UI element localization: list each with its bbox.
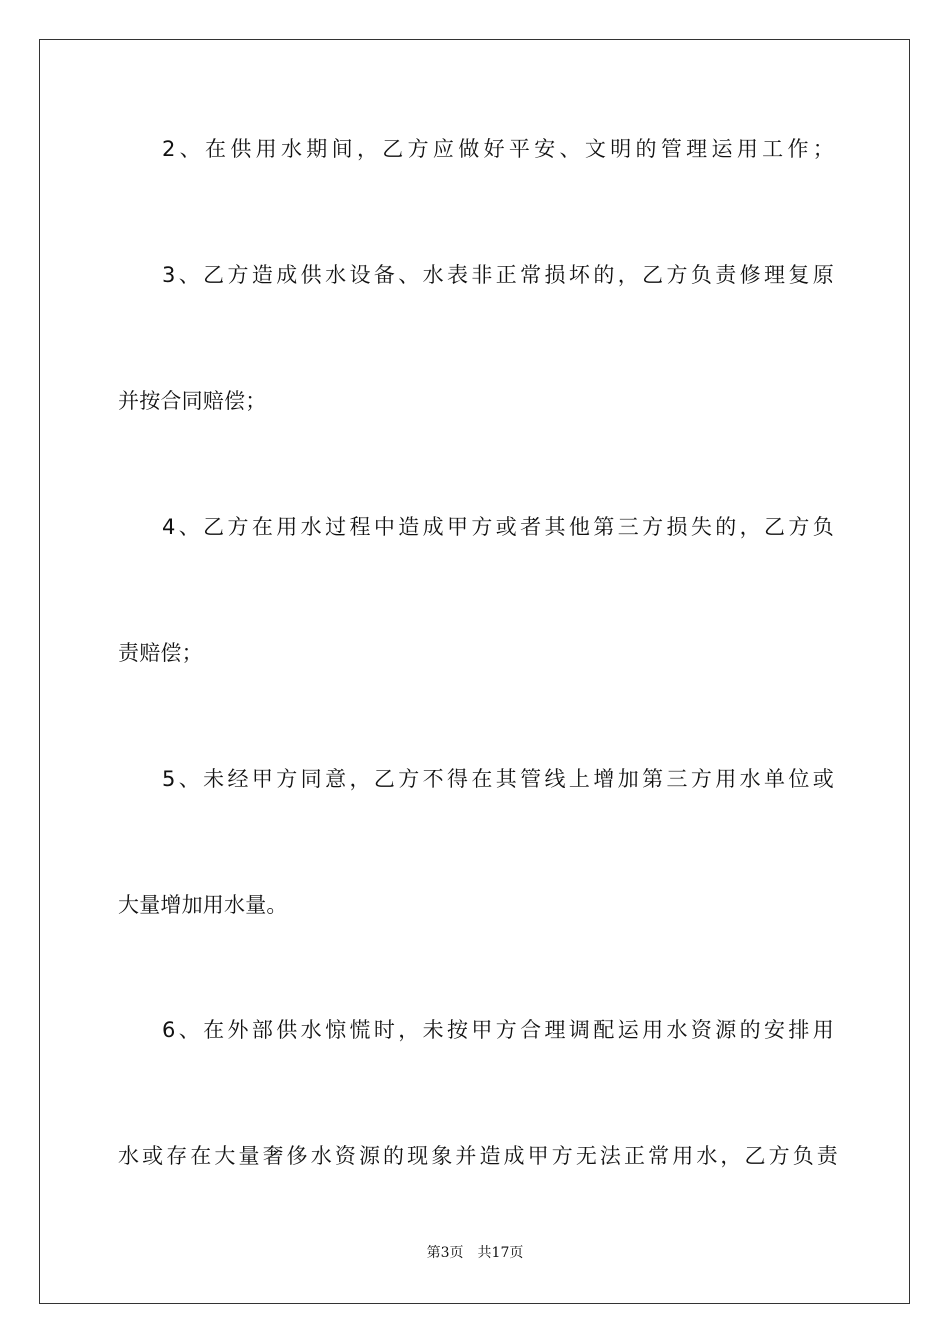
page-number-current: 第3页 (426, 1245, 464, 1261)
paragraph-line: 5、未经甲方同意，乙方不得在其管线上增加第三方用水单位或 (162, 767, 834, 791)
paragraph-line: 并按合同赔偿； (118, 389, 267, 413)
paragraph-line: 2、在供用水期间，乙方应做好平安、文明的管理运用工作； (162, 137, 834, 161)
page-number-total: 共17页 (477, 1245, 524, 1261)
paragraph-line: 责赔偿； (118, 641, 203, 665)
paragraph-line: 4、乙方在用水过程中造成甲方或者其他第三方损失的，乙方负 (162, 515, 834, 539)
paragraph-line: 大量增加用水量。 (118, 893, 288, 917)
paragraph-line: 6、在外部供水惊慌时，未按甲方合理调配运用水资源的安排用 (162, 1018, 834, 1042)
paragraph-line: 水或存在大量奢侈水资源的现象并造成甲方无法正常用水，乙方负责 (118, 1144, 838, 1168)
page-footer (0, 1244, 950, 1262)
page-frame (39, 39, 910, 1304)
paragraph-line: 3、乙方造成供水设备、水表非正常损坏的，乙方负责修理复原 (162, 263, 834, 287)
